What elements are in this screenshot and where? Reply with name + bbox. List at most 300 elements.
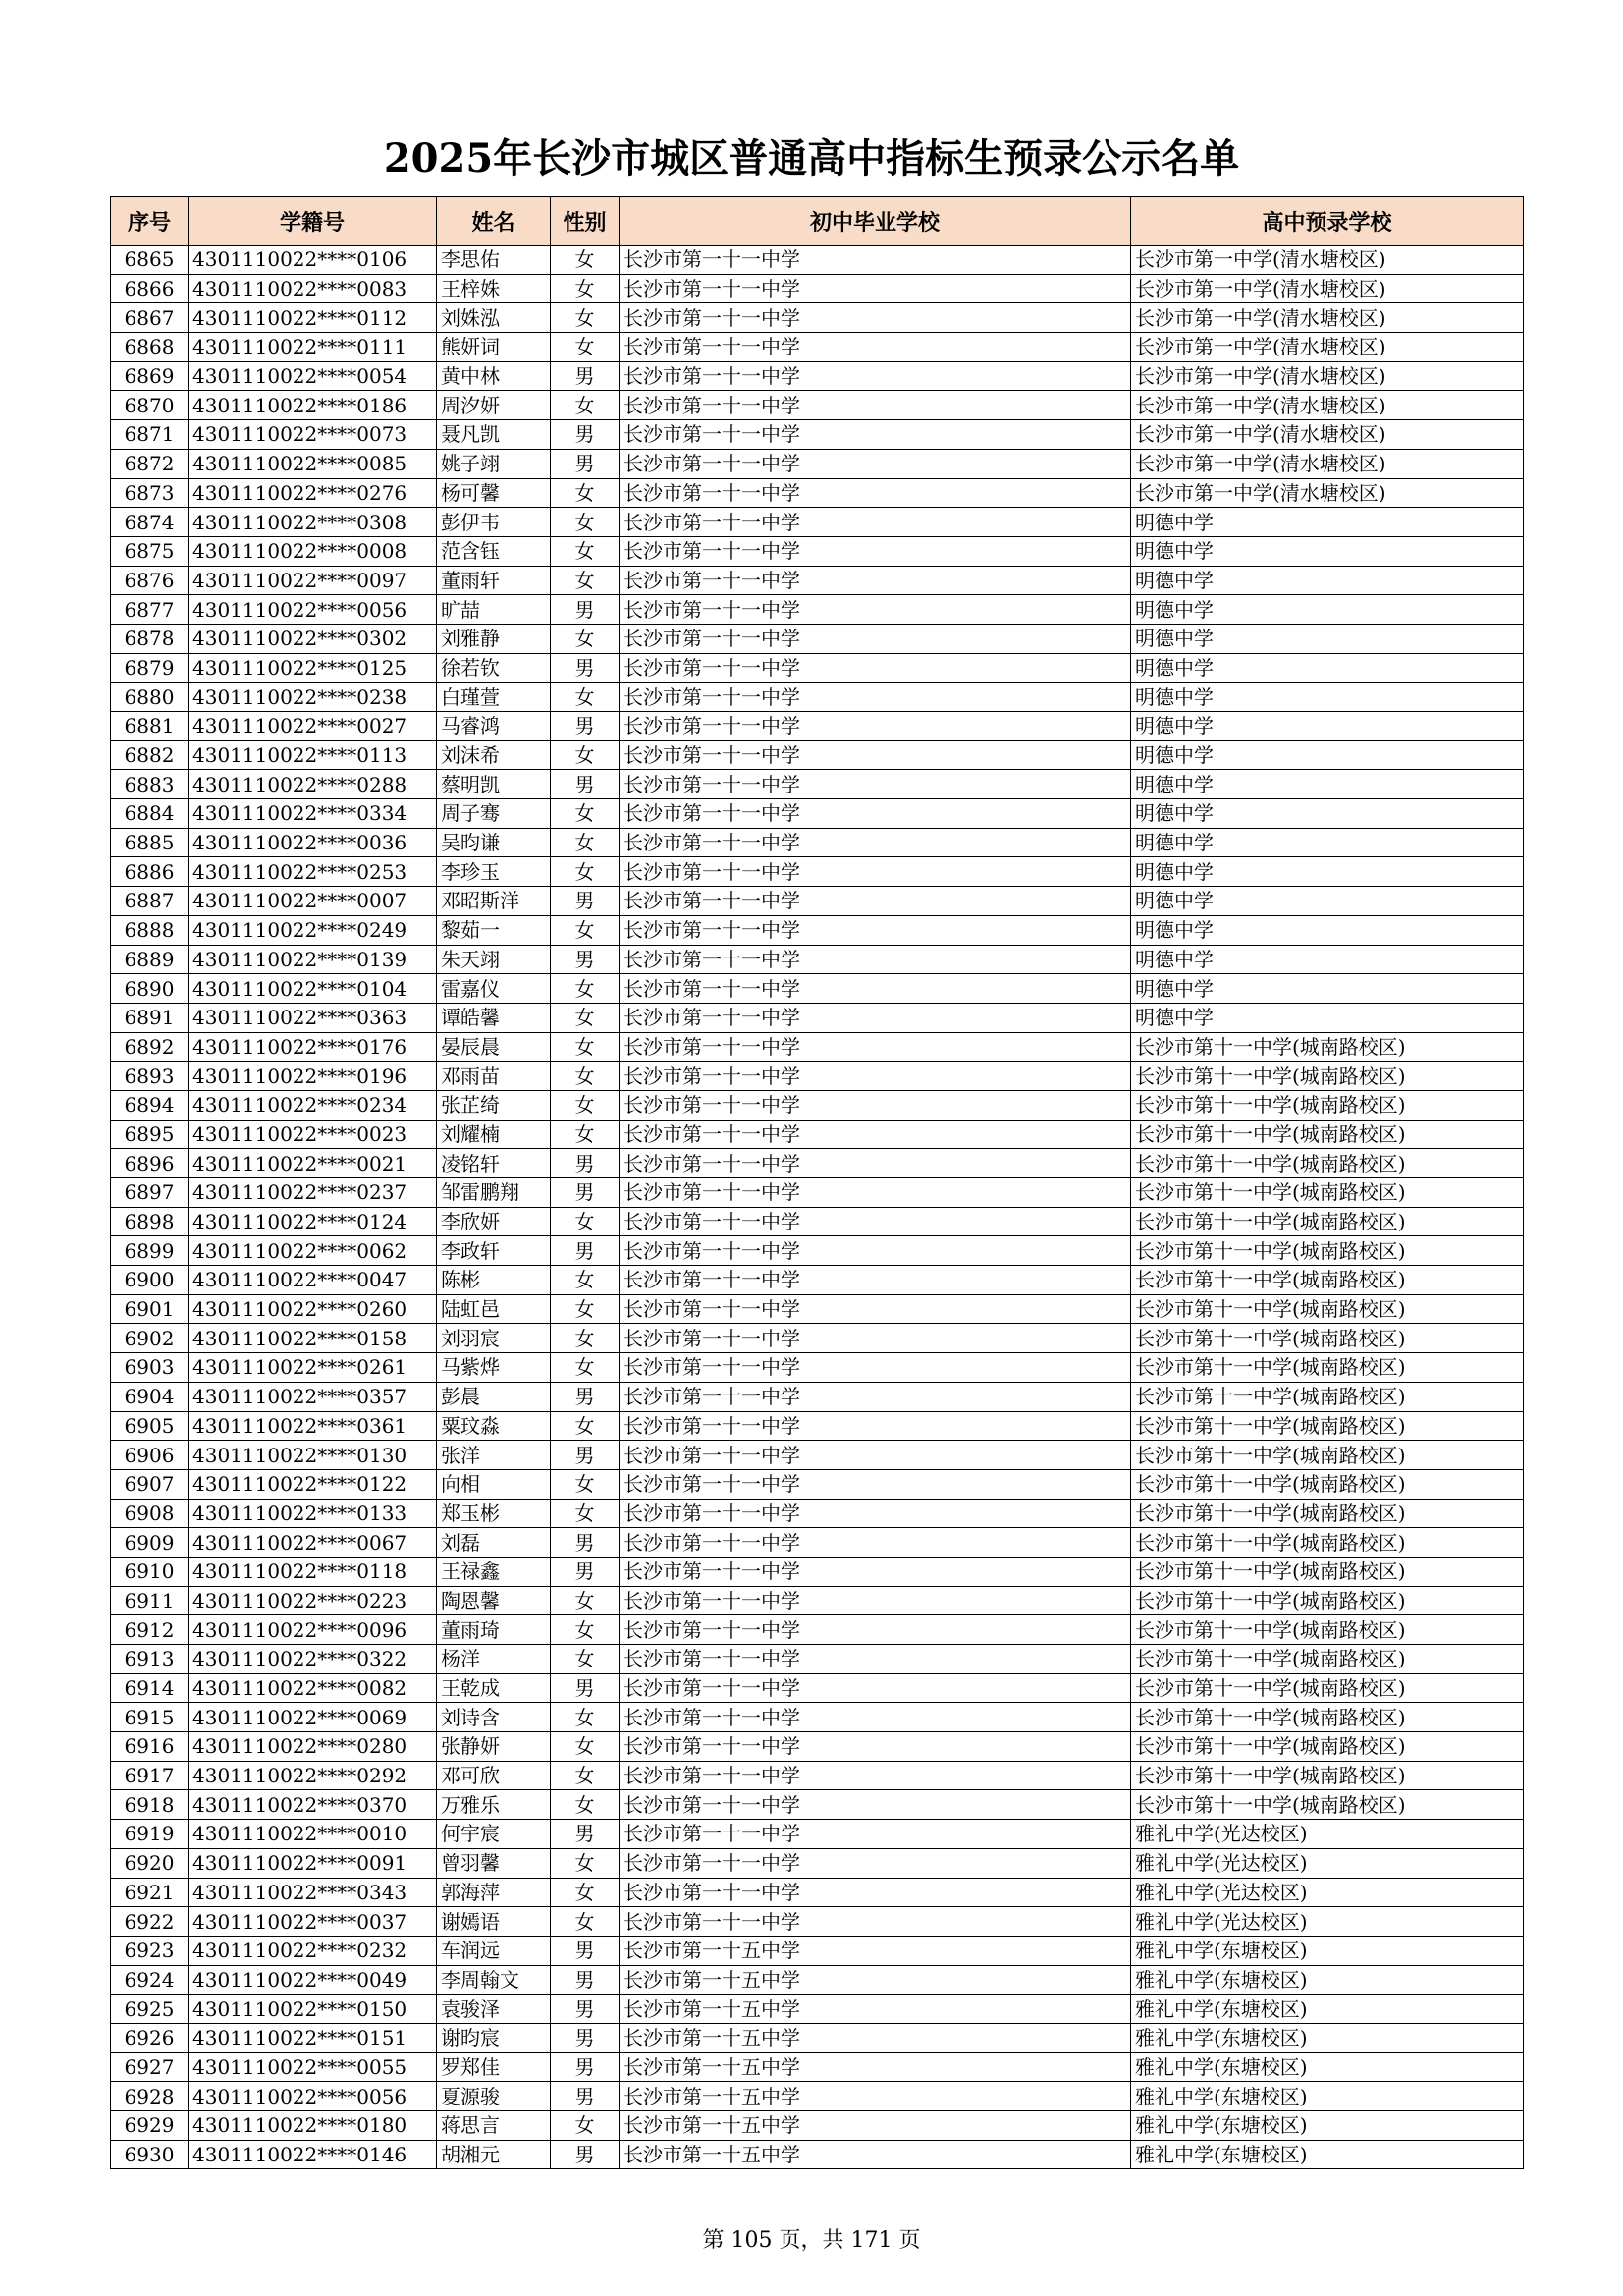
student-id-cell: 4301110022****0027 [189,712,437,741]
serial-number-cell: 6918 [111,1790,189,1820]
middle-school-cell: 长沙市第一十一中学 [620,1032,1131,1062]
high-school-cell: 长沙市第十一中学(城南路校区) [1131,1382,1524,1411]
table-row [111,333,1524,362]
student-id-cell: 4301110022****0232 [189,1936,437,1965]
high-school-cell: 长沙市第十一中学(城南路校区) [1131,1673,1524,1703]
middle-school-cell: 长沙市第一十一中学 [620,1411,1131,1441]
student-name-cell: 胡湘元 [437,2140,551,2169]
gender-cell: 男 [551,1382,620,1411]
student-name-cell: 张芷绮 [437,1090,551,1120]
table-row [111,1907,1524,1937]
gender-cell: 女 [551,478,620,508]
middle-school-cell: 长沙市第一十一中学 [620,653,1131,683]
student-name-cell: 黎茹一 [437,915,551,945]
student-id-cell: 4301110022****0069 [189,1703,437,1732]
table-row [111,887,1524,916]
middle-school-cell: 长沙市第一十一中学 [620,1441,1131,1470]
gender-cell: 女 [551,1761,620,1790]
middle-school-cell: 长沙市第一十一中学 [620,1615,1131,1645]
student-name-cell: 谭皓馨 [437,1003,551,1032]
high-school-cell: 明德中学 [1131,624,1524,653]
serial-number-cell: 6869 [111,361,189,391]
middle-school-cell: 长沙市第一十一中学 [620,1907,1131,1937]
middle-school-cell: 长沙市第一十一中学 [620,1645,1131,1674]
middle-school-cell: 长沙市第一十一中学 [620,274,1131,303]
student-id-cell: 4301110022****0249 [189,915,437,945]
student-id-cell: 4301110022****0343 [189,1878,437,1907]
table-row [111,1645,1524,1674]
table-row [111,274,1524,303]
middle-school-cell: 长沙市第一十一中学 [620,740,1131,770]
student-id-cell: 4301110022****0146 [189,2140,437,2169]
middle-school-cell: 长沙市第一十一中学 [620,1324,1131,1353]
table-row [111,1236,1524,1266]
serial-number-cell: 6870 [111,391,189,420]
middle-school-cell: 长沙市第一十一中学 [620,1294,1131,1324]
student-id-cell: 4301110022****0322 [189,1645,437,1674]
gender-cell: 男 [551,2023,620,2052]
table-row [111,1703,1524,1732]
gender-cell: 男 [551,1178,620,1208]
table-row [111,1586,1524,1615]
student-name-cell: 邹雷鹏翔 [437,1178,551,1208]
serial-number-cell: 6919 [111,1820,189,1849]
serial-number-cell: 6867 [111,303,189,333]
table-row [111,945,1524,974]
middle-school-cell: 长沙市第一十五中学 [620,2111,1131,2141]
student-name-cell: 刘羽宸 [437,1324,551,1353]
student-name-cell: 马紫烨 [437,1353,551,1383]
gender-cell: 男 [551,2052,620,2082]
high-school-cell: 雅礼中学(东塘校区) [1131,2140,1524,2169]
serial-number-cell: 6916 [111,1732,189,1762]
student-id-cell: 4301110022****0073 [189,420,437,450]
student-name-cell: 周子骞 [437,799,551,829]
serial-number-cell: 6914 [111,1673,189,1703]
student-name-cell: 董雨琦 [437,1615,551,1645]
gender-cell: 女 [551,974,620,1004]
table-row [111,1294,1524,1324]
table-row [111,303,1524,333]
student-name-cell: 王乾成 [437,1673,551,1703]
high-school-cell: 长沙市第一中学(清水塘校区) [1131,333,1524,362]
middle-school-cell: 长沙市第一十一中学 [620,828,1131,857]
gender-cell: 男 [551,1673,620,1703]
student-id-cell: 4301110022****0176 [189,1032,437,1062]
student-id-cell: 4301110022****0021 [189,1149,437,1178]
table-row [111,1673,1524,1703]
student-id-cell: 4301110022****0008 [189,536,437,566]
gender-cell: 女 [551,740,620,770]
student-id-cell: 4301110022****0067 [189,1528,437,1558]
student-name-cell: 邓可欣 [437,1761,551,1790]
student-name-cell: 谢嫣语 [437,1907,551,1937]
table-row [111,246,1524,275]
gender-cell: 女 [551,1062,620,1091]
student-id-cell: 4301110022****0056 [189,2082,437,2111]
middle-school-cell: 长沙市第一十一中学 [620,915,1131,945]
high-school-cell: 长沙市第十一中学(城南路校区) [1131,1411,1524,1441]
serial-number-cell: 6901 [111,1294,189,1324]
high-school-cell: 明德中学 [1131,595,1524,625]
high-school-cell: 明德中学 [1131,653,1524,683]
student-name-cell: 彭晨 [437,1382,551,1411]
student-name-cell: 向相 [437,1469,551,1499]
middle-school-cell: 长沙市第一十一中学 [620,1790,1131,1820]
header-serial-number: 序号 [111,197,189,246]
high-school-cell: 明德中学 [1131,536,1524,566]
middle-school-cell: 长沙市第一十一中学 [620,595,1131,625]
serial-number-cell: 6881 [111,712,189,741]
serial-number-cell: 6893 [111,1062,189,1091]
table-row [111,1353,1524,1383]
serial-number-cell: 6903 [111,1353,189,1383]
middle-school-cell: 长沙市第一十一中学 [620,945,1131,974]
student-id-cell: 4301110022****0234 [189,1090,437,1120]
middle-school-cell: 长沙市第一十一中学 [620,1673,1131,1703]
middle-school-cell: 长沙市第一十一中学 [620,1353,1131,1383]
student-name-cell: 车润远 [437,1936,551,1965]
table-row [111,1207,1524,1236]
serial-number-cell: 6876 [111,566,189,595]
student-name-cell: 王禄鑫 [437,1557,551,1586]
serial-number-cell: 6925 [111,1995,189,2024]
student-id-cell: 4301110022****0106 [189,246,437,275]
gender-cell: 男 [551,1557,620,1586]
table-row [111,653,1524,683]
high-school-cell: 雅礼中学(光达校区) [1131,1848,1524,1878]
gender-cell: 男 [551,1149,620,1178]
table-row [111,828,1524,857]
table-row [111,595,1524,625]
table-row [111,1936,1524,1965]
student-id-cell: 4301110022****0158 [189,1324,437,1353]
table-row [111,799,1524,829]
gender-cell: 女 [551,1790,620,1820]
student-id-cell: 4301110022****0097 [189,566,437,595]
high-school-cell: 长沙市第十一中学(城南路校区) [1131,1557,1524,1586]
student-name-cell: 凌铭轩 [437,1149,551,1178]
high-school-cell: 明德中学 [1131,508,1524,537]
serial-number-cell: 6874 [111,508,189,537]
table-row [111,2023,1524,2052]
student-name-cell: 刘沫希 [437,740,551,770]
student-name-cell: 陈彬 [437,1266,551,1295]
student-id-cell: 4301110022****0280 [189,1732,437,1762]
student-name-cell: 谢昀宸 [437,2023,551,2052]
gender-cell: 女 [551,1732,620,1762]
gender-cell: 女 [551,303,620,333]
high-school-cell: 明德中学 [1131,915,1524,945]
gender-cell: 女 [551,1848,620,1878]
middle-school-cell: 长沙市第一十一中学 [620,857,1131,887]
student-name-cell: 旷喆 [437,595,551,625]
header-high-school: 高中预录学校 [1131,197,1524,246]
student-id-cell: 4301110022****0261 [189,1353,437,1383]
gender-cell: 女 [551,1615,620,1645]
high-school-cell: 长沙市第一中学(清水塘校区) [1131,303,1524,333]
student-name-cell: 张洋 [437,1441,551,1470]
serial-number-cell: 6883 [111,770,189,799]
student-id-cell: 4301110022****0049 [189,1965,437,1995]
student-name-cell: 郭海萍 [437,1878,551,1907]
gender-cell: 男 [551,945,620,974]
student-id-cell: 4301110022****0151 [189,2023,437,2052]
student-name-cell: 朱天翊 [437,945,551,974]
middle-school-cell: 长沙市第一十一中学 [620,1848,1131,1878]
high-school-cell: 长沙市第十一中学(城南路校区) [1131,1294,1524,1324]
high-school-cell: 长沙市第十一中学(城南路校区) [1131,1353,1524,1383]
student-name-cell: 邓雨苗 [437,1062,551,1091]
student-id-cell: 4301110022****0150 [189,1995,437,2024]
student-name-cell: 杨可馨 [437,478,551,508]
student-id-cell: 4301110022****0276 [189,478,437,508]
serial-number-cell: 6897 [111,1178,189,1208]
student-name-cell: 晏辰晨 [437,1032,551,1062]
high-school-cell: 雅礼中学(东塘校区) [1131,2052,1524,2082]
middle-school-cell: 长沙市第一十一中学 [620,1382,1131,1411]
gender-cell: 女 [551,1266,620,1295]
high-school-cell: 明德中学 [1131,770,1524,799]
student-id-cell: 4301110022****0054 [189,361,437,391]
student-name-cell: 刘诗含 [437,1703,551,1732]
student-id-cell: 4301110022****0085 [189,449,437,478]
student-name-cell: 雷嘉仪 [437,974,551,1004]
table-row [111,508,1524,537]
table-row [111,1469,1524,1499]
middle-school-cell: 长沙市第一十一中学 [620,1557,1131,1586]
student-name-cell: 熊妍词 [437,333,551,362]
middle-school-cell: 长沙市第一十一中学 [620,974,1131,1004]
student-id-cell: 4301110022****0237 [189,1178,437,1208]
middle-school-cell: 长沙市第一十一中学 [620,1499,1131,1528]
high-school-cell: 长沙市第十一中学(城南路校区) [1131,1032,1524,1062]
middle-school-cell: 长沙市第一十一中学 [620,1586,1131,1615]
gender-cell: 男 [551,595,620,625]
gender-cell: 女 [551,828,620,857]
serial-number-cell: 6866 [111,274,189,303]
middle-school-cell: 长沙市第一十一中学 [620,449,1131,478]
gender-cell: 男 [551,1820,620,1849]
high-school-cell: 雅礼中学(光达校区) [1131,1878,1524,1907]
high-school-cell: 明德中学 [1131,683,1524,712]
header-gender: 性别 [551,197,620,246]
serial-number-cell: 6924 [111,1965,189,1995]
serial-number-cell: 6905 [111,1411,189,1441]
gender-cell: 女 [551,915,620,945]
serial-number-cell: 6892 [111,1032,189,1062]
student-id-cell: 4301110022****0007 [189,887,437,916]
high-school-cell: 雅礼中学(光达校区) [1131,1820,1524,1849]
high-school-cell: 长沙市第十一中学(城南路校区) [1131,1120,1524,1149]
gender-cell: 男 [551,1965,620,1995]
student-name-cell: 刘磊 [437,1528,551,1558]
high-school-cell: 长沙市第十一中学(城南路校区) [1131,1207,1524,1236]
gender-cell: 女 [551,857,620,887]
middle-school-cell: 长沙市第一十一中学 [620,1149,1131,1178]
gender-cell: 男 [551,2082,620,2111]
student-name-cell: 刘耀楠 [437,1120,551,1149]
table-row [111,1062,1524,1091]
table-row [111,770,1524,799]
high-school-cell: 长沙市第十一中学(城南路校区) [1131,1703,1524,1732]
student-id-cell: 4301110022****0111 [189,333,437,362]
gender-cell: 女 [551,1207,620,1236]
student-name-cell: 陆虹邑 [437,1294,551,1324]
high-school-cell: 雅礼中学(东塘校区) [1131,2082,1524,2111]
student-id-cell: 4301110022****0361 [189,1411,437,1441]
student-id-cell: 4301110022****0130 [189,1441,437,1470]
student-name-cell: 罗郑佳 [437,2052,551,2082]
middle-school-cell: 长沙市第一十五中学 [620,2052,1131,2082]
header-middle-school: 初中毕业学校 [620,197,1131,246]
middle-school-cell: 长沙市第一十一中学 [620,1178,1131,1208]
student-id-cell: 4301110022****0223 [189,1586,437,1615]
student-id-cell: 4301110022****0253 [189,857,437,887]
middle-school-cell: 长沙市第一十一中学 [620,770,1131,799]
middle-school-cell: 长沙市第一十一中学 [620,624,1131,653]
serial-number-cell: 6882 [111,740,189,770]
student-id-cell: 4301110022****0308 [189,508,437,537]
student-name-cell: 聂凡凯 [437,420,551,450]
serial-number-cell: 6930 [111,2140,189,2169]
table-row [111,478,1524,508]
serial-number-cell: 6873 [111,478,189,508]
high-school-cell: 明德中学 [1131,857,1524,887]
gender-cell: 女 [551,246,620,275]
table-body [111,246,1524,2169]
high-school-cell: 雅礼中学(东塘校区) [1131,1965,1524,1995]
serial-number-cell: 6915 [111,1703,189,1732]
serial-number-cell: 6921 [111,1878,189,1907]
middle-school-cell: 长沙市第一十一中学 [620,683,1131,712]
gender-cell: 女 [551,1499,620,1528]
middle-school-cell: 长沙市第一十五中学 [620,2023,1131,2052]
student-name-cell: 吴昀谦 [437,828,551,857]
student-id-cell: 4301110022****0186 [189,391,437,420]
high-school-cell: 长沙市第一中学(清水塘校区) [1131,274,1524,303]
middle-school-cell: 长沙市第一十一中学 [620,712,1131,741]
student-name-cell: 邓昭斯洋 [437,887,551,916]
high-school-cell: 长沙市第十一中学(城南路校区) [1131,1062,1524,1091]
student-name-cell: 黄中林 [437,361,551,391]
high-school-cell: 明德中学 [1131,712,1524,741]
high-school-cell: 长沙市第一中学(清水塘校区) [1131,361,1524,391]
student-name-cell: 夏源骏 [437,2082,551,2111]
middle-school-cell: 长沙市第一十一中学 [620,420,1131,450]
student-name-cell: 何宇宸 [437,1820,551,1849]
middle-school-cell: 长沙市第一十五中学 [620,2140,1131,2169]
student-id-cell: 4301110022****0056 [189,595,437,625]
gender-cell: 女 [551,1878,620,1907]
student-id-cell: 4301110022****0083 [189,274,437,303]
middle-school-cell: 长沙市第一十五中学 [620,2082,1131,2111]
gender-cell: 女 [551,391,620,420]
student-id-cell: 4301110022****0113 [189,740,437,770]
high-school-cell: 雅礼中学(东塘校区) [1131,2023,1524,2052]
gender-cell: 男 [551,712,620,741]
table-row [111,1441,1524,1470]
high-school-cell: 雅礼中学(东塘校区) [1131,1936,1524,1965]
student-id-cell: 4301110022****0047 [189,1266,437,1295]
student-name-cell: 陶恩馨 [437,1586,551,1615]
gender-cell: 男 [551,1236,620,1266]
high-school-cell: 长沙市第一中学(清水塘校区) [1131,449,1524,478]
admission-list-table [110,196,1524,2169]
student-name-cell: 马睿鸿 [437,712,551,741]
table-row [111,2111,1524,2141]
gender-cell: 女 [551,1120,620,1149]
table-row [111,1266,1524,1295]
serial-number-cell: 6894 [111,1090,189,1120]
high-school-cell: 雅礼中学(光达校区) [1131,1907,1524,1937]
student-id-cell: 4301110022****0180 [189,2111,437,2141]
table-row [111,683,1524,712]
table-row [111,420,1524,450]
table-row [111,857,1524,887]
middle-school-cell: 长沙市第一十一中学 [620,887,1131,916]
high-school-cell: 明德中学 [1131,799,1524,829]
gender-cell: 男 [551,361,620,391]
serial-number-cell: 6868 [111,333,189,362]
serial-number-cell: 6920 [111,1848,189,1878]
serial-number-cell: 6904 [111,1382,189,1411]
gender-cell: 女 [551,333,620,362]
serial-number-cell: 6907 [111,1469,189,1499]
table-row [111,1965,1524,1995]
middle-school-cell: 长沙市第一十一中学 [620,536,1131,566]
serial-number-cell: 6888 [111,915,189,945]
gender-cell: 女 [551,1090,620,1120]
table-row [111,1499,1524,1528]
high-school-cell: 长沙市第十一中学(城南路校区) [1131,1236,1524,1266]
high-school-cell: 长沙市第十一中学(城南路校区) [1131,1441,1524,1470]
gender-cell: 女 [551,1353,620,1383]
serial-number-cell: 6923 [111,1936,189,1965]
table-row [111,915,1524,945]
serial-number-cell: 6872 [111,449,189,478]
page-number-footer: 第 105 页，共 171 页 [702,2228,921,2253]
table-row [111,974,1524,1004]
table-row [111,1324,1524,1353]
gender-cell: 女 [551,1294,620,1324]
page-title: 2025年长沙市城区普通高中指标生预录公示名单 [383,136,1240,182]
gender-cell: 女 [551,1703,620,1732]
student-name-cell: 万雅乐 [437,1790,551,1820]
gender-cell: 男 [551,2140,620,2169]
middle-school-cell: 长沙市第一十一中学 [620,391,1131,420]
high-school-cell: 长沙市第十一中学(城南路校区) [1131,1324,1524,1353]
header-student-id: 学籍号 [189,197,437,246]
high-school-cell: 长沙市第十一中学(城南路校区) [1131,1149,1524,1178]
middle-school-cell: 长沙市第一十一中学 [620,333,1131,362]
middle-school-cell: 长沙市第一十一中学 [620,1820,1131,1849]
student-id-cell: 4301110022****0112 [189,303,437,333]
student-id-cell: 4301110022****0010 [189,1820,437,1849]
student-id-cell: 4301110022****0196 [189,1062,437,1091]
gender-cell: 女 [551,2111,620,2141]
high-school-cell: 明德中学 [1131,740,1524,770]
serial-number-cell: 6875 [111,536,189,566]
student-name-cell: 蒋思言 [437,2111,551,2141]
student-id-cell: 4301110022****0260 [189,1294,437,1324]
serial-number-cell: 6927 [111,2052,189,2082]
student-id-cell: 4301110022****0036 [189,828,437,857]
serial-number-cell: 6879 [111,653,189,683]
gender-cell: 女 [551,799,620,829]
serial-number-cell: 6922 [111,1907,189,1937]
serial-number-cell: 6871 [111,420,189,450]
